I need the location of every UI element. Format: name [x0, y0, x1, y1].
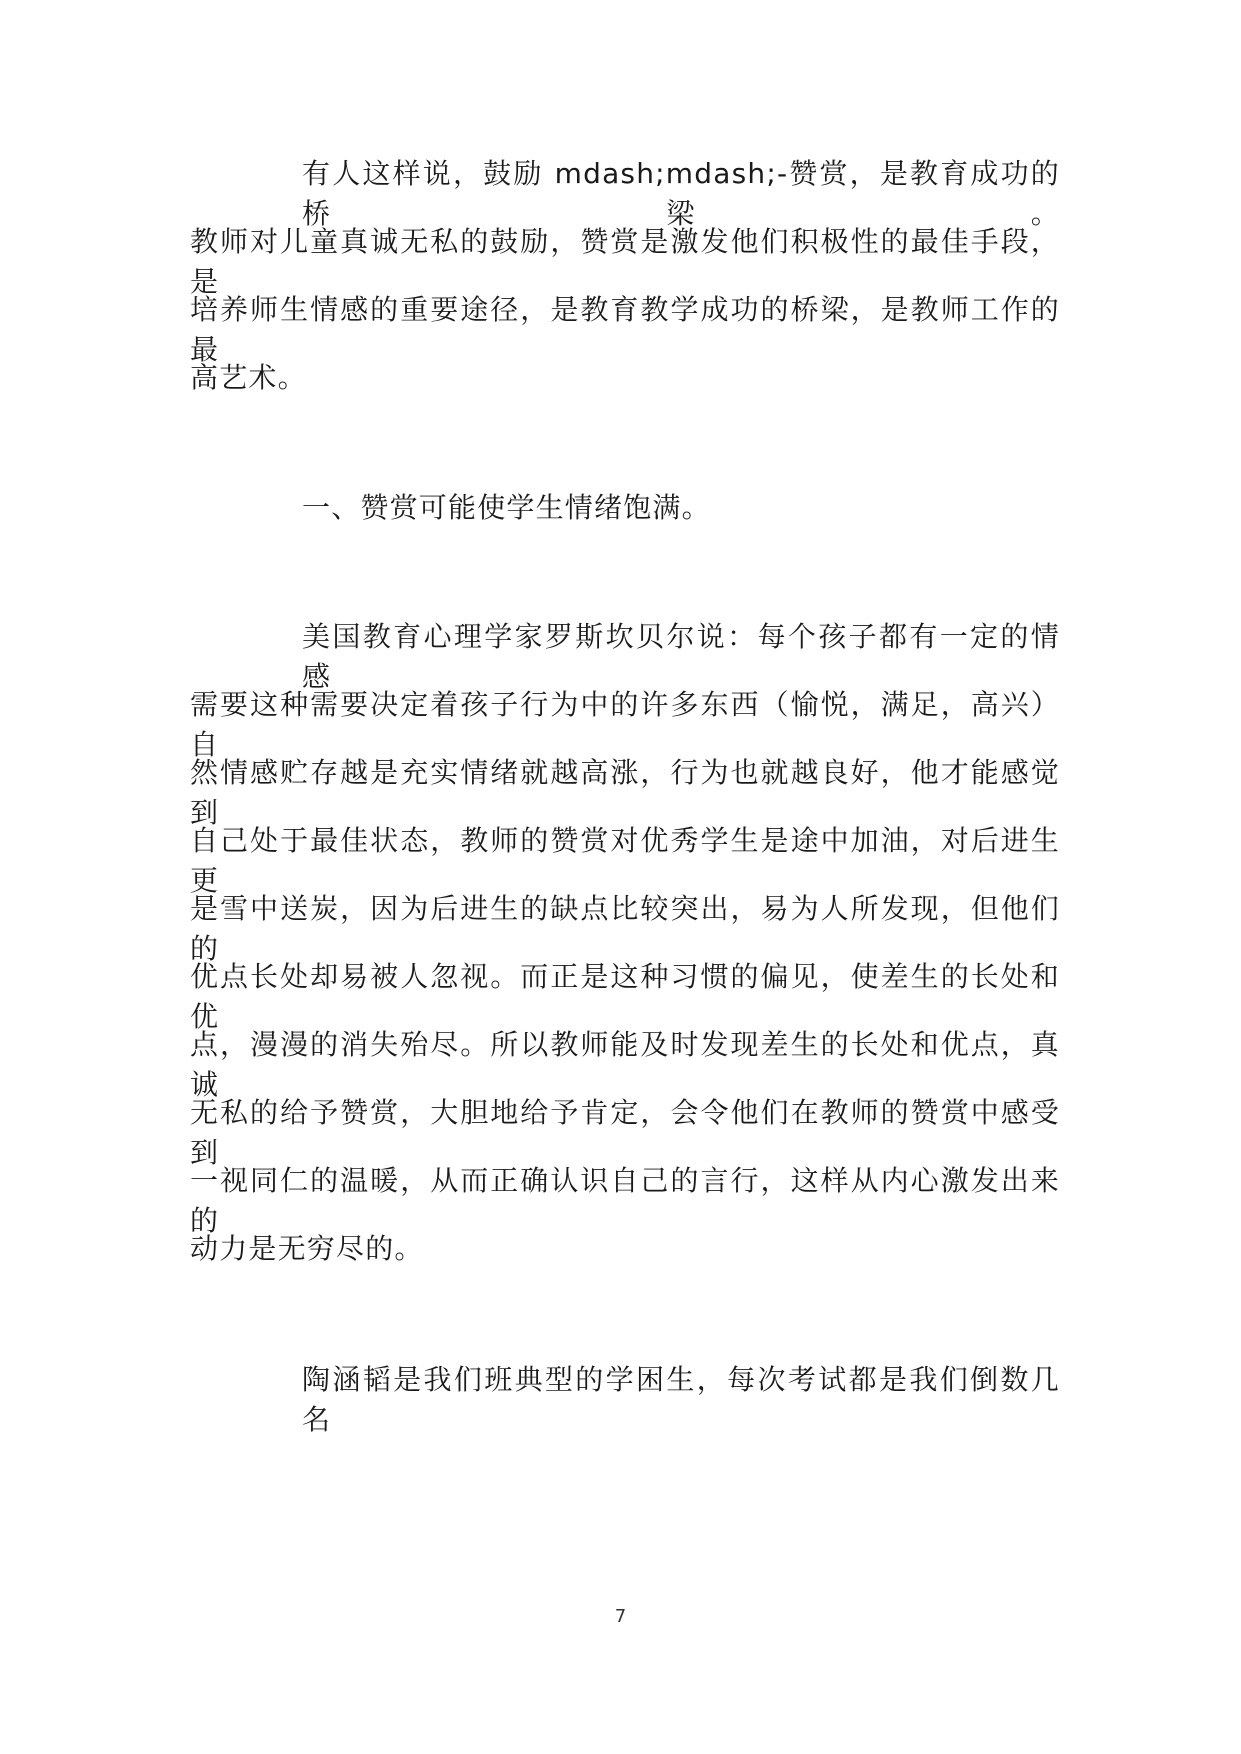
paragraph-3-line-10: 动力是无穷尽的。 — [190, 1232, 424, 1265]
section-heading: 一、赞赏可能使学生情绪饱满。 — [302, 491, 711, 524]
page-number: 7 — [614, 1606, 627, 1627]
paragraph-1-line-1: 有人这样说，鼓励 mdash;mdash;-赞赏，是教育成功的桥梁。 — [302, 157, 1060, 230]
paragraph-3-line-8: 无私的给予赞赏，大胆地给予肯定，会令他们在教师的赞赏中感受到 — [190, 1096, 1060, 1169]
paragraph-3-line-6: 优点长处却易被人忽视。而正是这种习惯的偏见，使差生的长处和优 — [190, 960, 1060, 1033]
paragraph-3-line-1: 美国教育心理学家罗斯坎贝尔说：每个孩子都有一定的情感 — [302, 620, 1060, 693]
paragraph-3-line-3: 然情感贮存越是充实情绪就越高涨，行为也就越良好，他才能感觉到 — [190, 756, 1060, 829]
paragraph-3-line-7: 点，漫漫的消失殆尽。所以教师能及时发现差生的长处和优点，真诚 — [190, 1028, 1060, 1101]
paragraph-3-line-9: 一视同仁的温暖，从而正确认识自己的言行，这样从内心激发出来的 — [190, 1164, 1060, 1237]
paragraph-1-line-3: 培养师生情感的重要途径，是教育教学成功的桥梁，是教师工作的最 — [190, 293, 1060, 366]
paragraph-1-line-2: 教师对儿童真诚无私的鼓励，赞赏是激发他们积极性的最佳手段，是 — [190, 225, 1060, 298]
paragraph-1-line-4: 高艺术。 — [190, 361, 307, 394]
paragraph-3-line-4: 自己处于最佳状态，教师的赞赏对优秀学生是途中加油，对后进生更 — [190, 824, 1060, 897]
paragraph-3-line-5: 是雪中送炭，因为后进生的缺点比较突出，易为人所发现，但他们的 — [190, 892, 1060, 965]
paragraph-4-line-1: 陶涵韬是我们班典型的学困生，每次考试都是我们倒数几名 — [302, 1363, 1060, 1436]
paragraph-3-line-2: 需要这种需要决定着孩子行为中的许多东西（愉悦，满足，高兴）自 — [190, 688, 1060, 761]
